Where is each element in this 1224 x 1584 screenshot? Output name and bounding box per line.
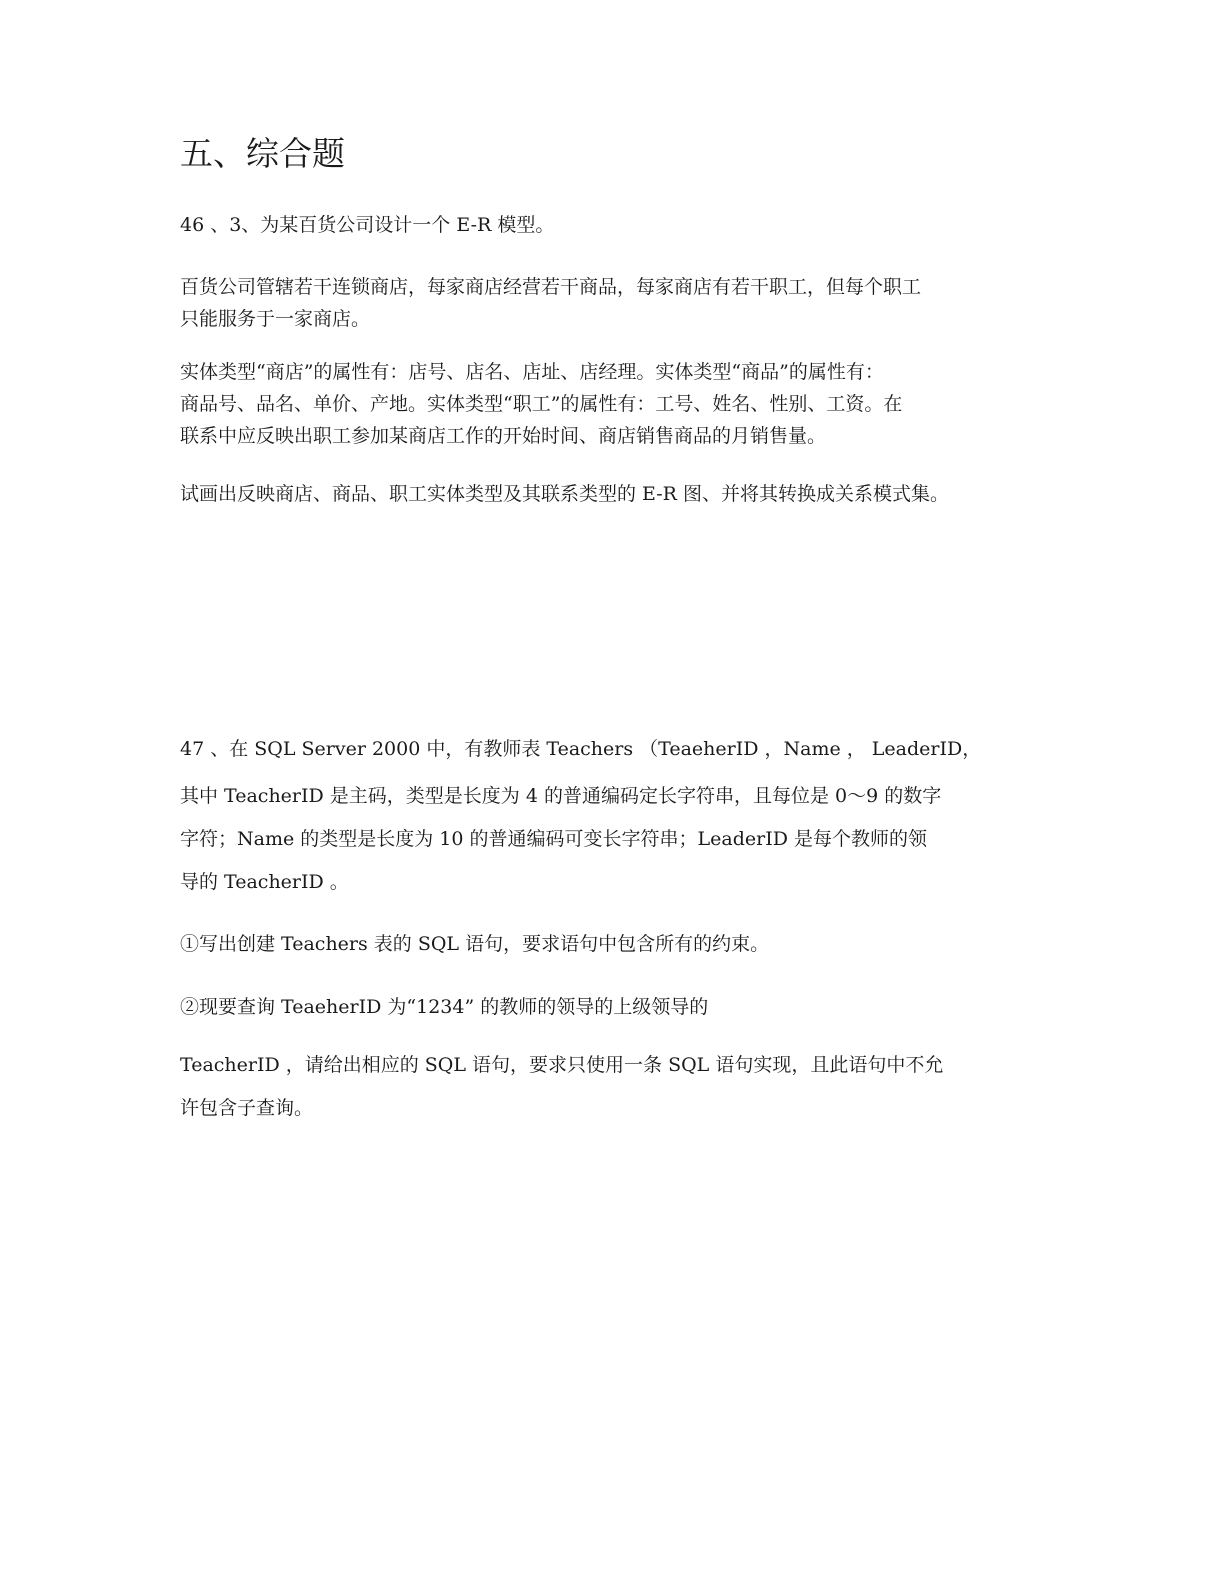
q47-part2-line-1: ②现要查询 TeaeherID 为“1234” 的教师的领导的上级领导的 bbox=[180, 996, 709, 1018]
q46-task: 试画出反映商店、商品、职工实体类型及其联系类型的 E-R 图、并将其转换成关系模式集。 bbox=[180, 483, 950, 505]
q46-attr-line-1: 实体类型“商店”的属性有：店号、店名、店址、店经理。实体类型“商品”的属性有： bbox=[180, 361, 884, 383]
q47-line-2: 其中 TeacherID 是主码，类型是长度为 4 的普通编码定长字符串，且每位是 0～9 的数字 bbox=[180, 785, 942, 807]
q46-title: 46 、3、为某百货公司设计一个 E-R 模型。 bbox=[180, 214, 555, 236]
section-heading: 五、综合题 bbox=[180, 134, 345, 173]
q46-intro-line-1: 百货公司管辖若干连锁商店，每家商店经营若干商品，每家商店有若干职工，但每个职工 bbox=[180, 276, 922, 298]
q47-line-3: 字符；Name 的类型是长度为 10 的普通编码可变长字符串；LeaderID 是每个教师的领 bbox=[180, 828, 927, 850]
q46-attr-line-2: 商品号、品名、单价、产地。实体类型“职工”的属性有：工号、姓名、性别、工资。在 bbox=[180, 393, 903, 415]
q47-line-4: 导的 TeacherID 。 bbox=[180, 871, 349, 893]
q47-part2-line-3: 许包含子查询。 bbox=[180, 1097, 314, 1119]
q47-part2-line-2: TeacherID ，请给出相应的 SQL 语句，要求只使用一条 SQL 语句实现，且此语句中不允 bbox=[180, 1054, 944, 1076]
q47-part1: ①写出创建 Teachers 表的 SQL 语句，要求语句中包含所有的约束。 bbox=[180, 933, 770, 955]
q46-attr-line-3: 联系中应反映出职工参加某商店工作的开始时间、商店销售商品的月销售量。 bbox=[180, 425, 827, 447]
q47-line-1: 47 、在 SQL Server 2000 中，有教师表 Teachers （TeaeherID ，Name ， LeaderID， bbox=[180, 738, 982, 760]
q46-intro-line-2: 只能服务于一家商店。 bbox=[180, 308, 371, 330]
